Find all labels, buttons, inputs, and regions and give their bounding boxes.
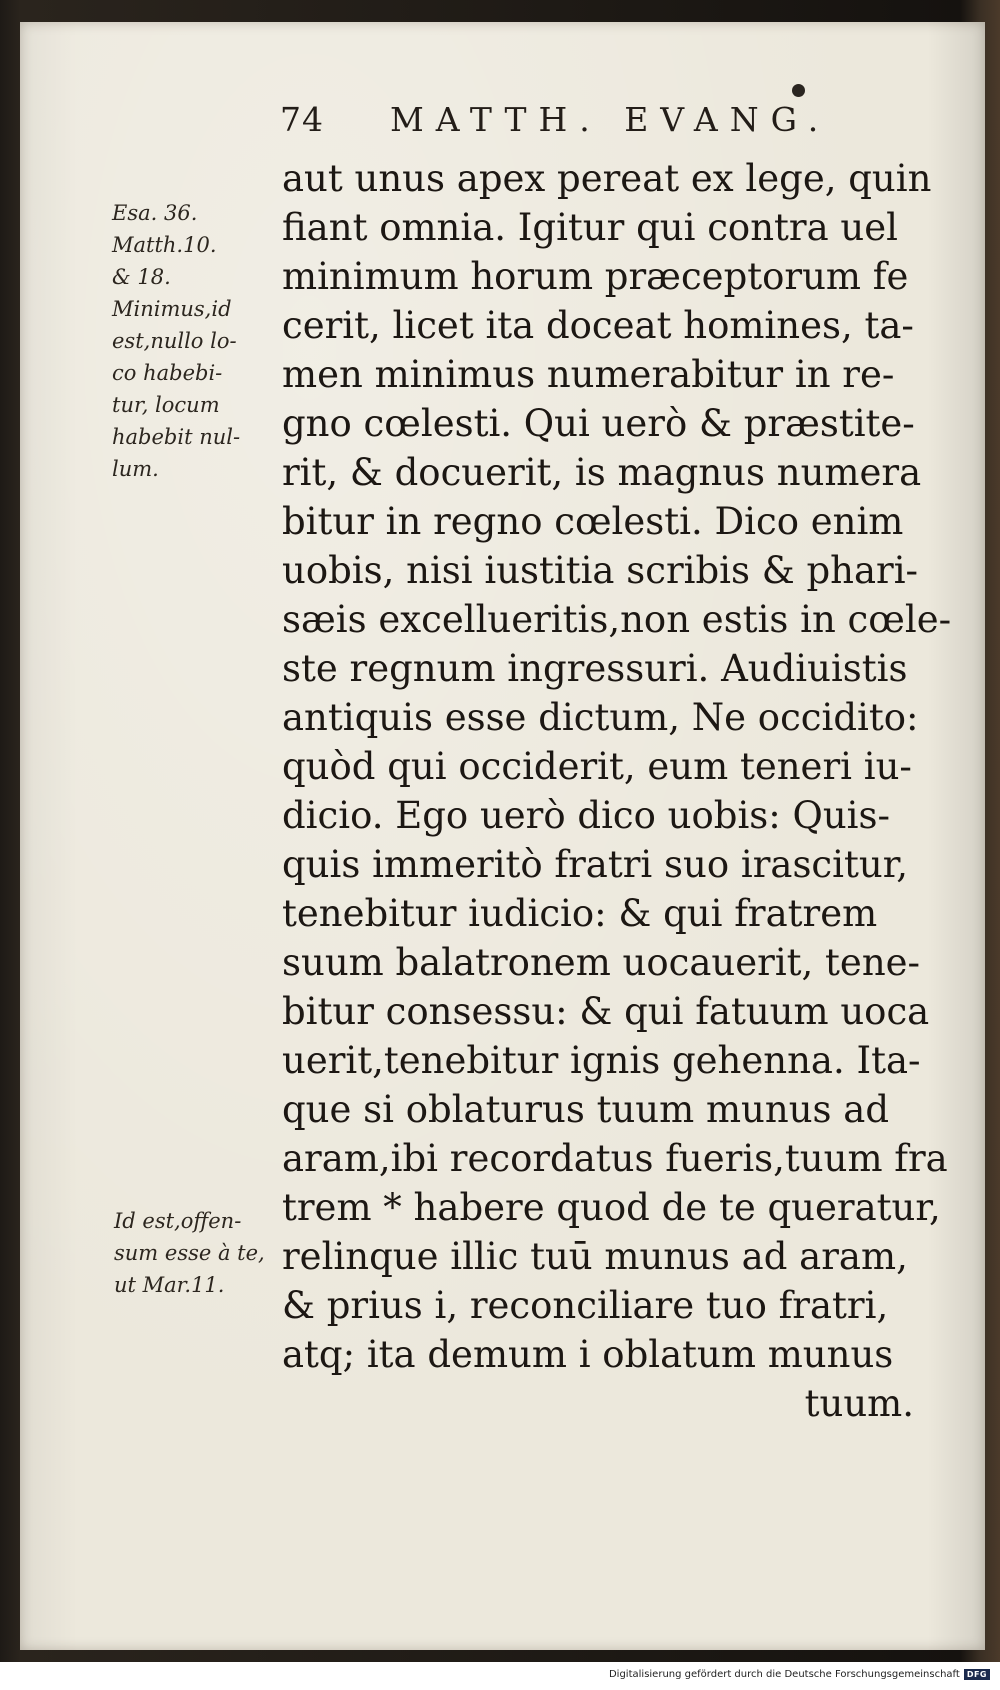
text-line: minimum horum præceptorum fe (282, 255, 909, 298)
margin-note-line: lum. (112, 457, 159, 481)
text-line: quis immeritò fratri suo irascitur, (282, 843, 909, 886)
margin-note-line: Minimus,id (112, 297, 232, 321)
text-line: men minimus numerabitur in re- (282, 353, 895, 396)
margin-note-line: Esa. 36. (112, 201, 198, 225)
text-line: aut unus apex pereat ex lege, quin (282, 157, 932, 200)
dfg-logo: DFG (964, 1669, 990, 1680)
text-line: aram,ibi recordatus fueris,tuum fra (282, 1137, 948, 1180)
text-line: fiant omnia. Igitur qui contra uel (282, 206, 898, 249)
text-line: suum balatronem uocauerit, tene- (282, 941, 921, 984)
margin-note-line: & 18. (112, 265, 171, 289)
text-line: rit, & docuerit, is magnus numera (282, 451, 922, 494)
text-line: gno cœlesti. Qui uerò & præstite- (282, 402, 915, 445)
credit-text: Digitalisierung gefördert durch die Deutsche Forschungsgemeinschaft (608, 1669, 960, 1680)
body-text (282, 154, 952, 1428)
text-line: relinque illic tuū munus ad aram, (282, 1235, 908, 1278)
margin-note-second (114, 1205, 265, 1301)
margin-note-line: Matth.10. (112, 233, 217, 257)
ink-dot (792, 84, 805, 97)
text-line: trem * habere quod de te queratur, (282, 1186, 941, 1229)
digitization-credit (609, 1669, 990, 1680)
text-line: antiquis esse dictum, Ne occidito: (282, 696, 919, 739)
margin-note-line: Id est,offen- (114, 1209, 242, 1233)
text-line: dicio. Ego uerò dico uobis: Quis- (282, 794, 891, 837)
text-line: atq; ita demum i oblatum munus (282, 1333, 894, 1376)
text-line: que si oblaturus tuum munus ad (282, 1088, 890, 1131)
margin-note-first (112, 197, 240, 485)
text-line: sæis excellueritis,non estis in cœle- (282, 598, 952, 641)
text-line: bitur in regno cœlesti. Dico enim (282, 500, 904, 543)
text-line: cerit, licet ita doceat homines, ta- (282, 304, 914, 347)
text-line: uerit,tenebitur ignis gehenna. Ita- (282, 1039, 921, 1082)
margin-note-line: est,nullo lo- (112, 329, 237, 353)
text-line: tenebitur iudicio: & qui fratrem (282, 892, 878, 935)
margin-note-line: sum esse à te, (114, 1241, 265, 1265)
running-title: MATTH. EVANG. (390, 100, 831, 139)
margin-note-line: tur, locum (112, 393, 220, 417)
margin-note-line: habebit nul- (112, 425, 241, 449)
text-line-catchword: tuum. (804, 1382, 914, 1425)
text-line: uobis, nisi iustitia scribis & phari- (282, 549, 919, 592)
margin-note-line: co habebi- (112, 361, 223, 385)
text-line: & prius i, reconciliare tuo fratri, (282, 1284, 889, 1327)
page-number: 74 (280, 100, 324, 139)
running-head (280, 100, 860, 144)
margin-note-line: ut Mar.11. (114, 1273, 225, 1297)
text-line: quòd qui occiderit, eum teneri iu- (282, 745, 912, 788)
text-line: ste regnum ingressuri. Audiuistis (282, 647, 908, 690)
text-line: bitur consessu: & qui fatuum uoca (282, 990, 930, 1033)
